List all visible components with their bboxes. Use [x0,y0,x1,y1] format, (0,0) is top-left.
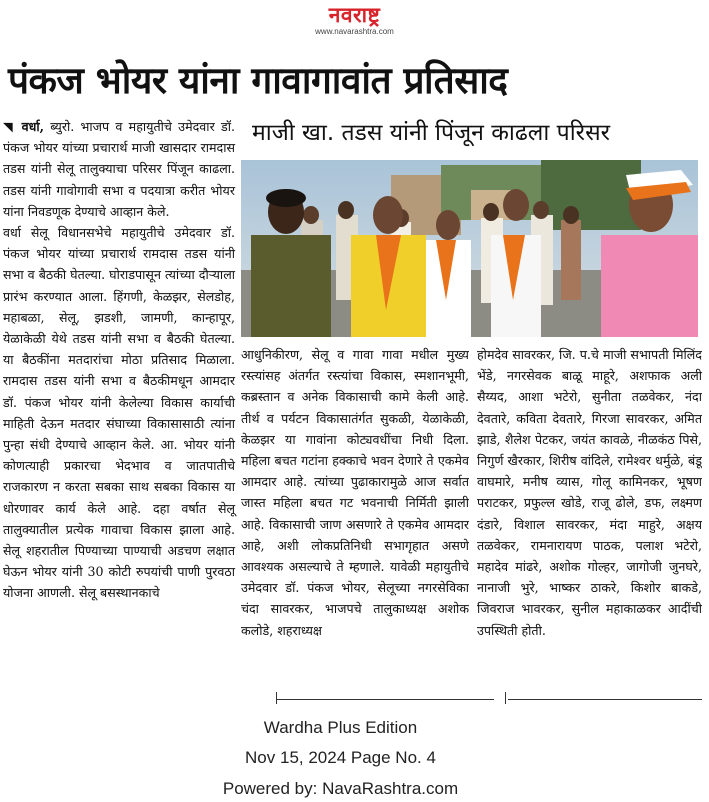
middle-paragraph: आधुनिकीरण, सेलू व गावा गावा मधील मुख्य रस्त्यांसह अंतर्गत रस्त्यांचा विकास, स्मशानभूमी, कब्रस्तान व अनेक विकासाची कामे केली आहे. तीर्थ व पर्यटन विकासातंर्गत सुकळी, येळाकेळी, केळझर या गावांना कोट्यवधींचा निधी दिला. महिला बचत गटांना हक्काचे भवन देणारे ते एकमेव आमदार आहे. त्यांच्या पुढाकारामुळे आज सर्वात जास्त महिला बचत गट भवनाची निर्मिती झाली आहे. विकासाची जाण असणारे ते एकमेव आमदार आहे, अशी लोकप्रतिनिधी सभागृहात असणे आवश्यक असल्याचे ते म्हणाले. यावेळी महायुतीचे उमेदवार डॉ. पंकज भोयर, सेलूच्या नगरसेविका चंदा सावरकर, भाजपचे तालुकाध्यक्ष अशोक कलोडे, शहराध्यक्ष [241,347,469,638]
article-column-left [0,116,237,698]
divider-mark [505,692,506,704]
date-page-label: Nov 15, 2024 Page No. 4 [245,748,436,767]
subheadline: माजी खा. तडस यांनी पिंजून काढला परिसर [252,120,611,146]
body-paragraph: वर्धा सेलू विधानसभेचे महायुतीचे उमेदवार डॉ. पंकज भोयर यांच्या प्रचारार्थ रामदास तडस यांनी सभा व बैठकी घेतल्या. घोराडपासून त्यांच्या दौऱ्याला प्रारंभ करण्यात आला. हिंगणी, केळझर, सेलडोह, महाबळा, सेलू, झडशी, जामणी, कान्हापूर, येळाकेळी येथे तडस यांनी सभा व बैठकी घेतल्या. या बैठकींना मतदारांचा मोठा प्रतिसाद मिळाला. रामदास तडस यांनी सभा व बैठकीमधून आमदार डॉ. पंकज भोयर यांनी केलेल्या विकास कार्याची माहिती देऊन मतदार संघाच्या विकासासाठी त्यांना पुन्हा संधी देण्याचे आव्हान केले. आ. भोयर यांनी कोणत्याही प्रकारचा भेदभाव व जातपातीचे राजकारण न करता सबका साथ सबका विकास या धोरणावर कार्य केले आहे. दहा वर्षात सेलू तालुक्यातील प्रत्येक गावाचा विकास झाला आहे. सेलू शहरातील पिण्याच्या पाण्याची अडचण लक्षात घेऊन भोयर यांनी 30 कोटी रुपयांची पाणी पुरवठा योजना आणली. सेलू बसस्थानकाचे [3,225,235,601]
intro-text: ब्युरो. भाजप व महायुतीचे उमेदवार डॉ. पंकज भोयर यांच्या प्रचारार्थ माजी खासदार रामदास तडस यांनी सेलू तालुक्याचा परिसर पिंजून काढला. तडस यांनी गावोगावी सभा व पदयात्रा करीत भोयर यांना निवडणूक देण्याचे आव्हान केले. [3,119,235,219]
edition-label: Wardha Plus Edition [263,718,418,737]
article-column-middle [241,344,469,698]
campaign-rally-photo [241,160,698,337]
navarashtra-logo[interactable]: नवराष्ट्र [328,3,381,27]
news-photo [241,160,698,337]
divider-line [276,699,494,700]
powered-by-label[interactable]: Powered by: NavaRashtra.com [222,779,459,798]
logo-url[interactable]: www.navarashtra.com [315,27,394,36]
divider-line [508,699,702,700]
divider-mark [276,692,277,704]
dateline: वर्धा, [21,119,45,134]
attendees-paragraph: होमदेव सावरकर, जि. प.चे माजी सभापती मिलिंद भेंडे, नगरसेवक बाळू माहूरे, अशफाक अली सैय्यद, आशा भटेरो, सुनीता तळवेकर, नंदा देवतारे, कविता देवतारे, गिरजा सावरकर, अमित झाडे, शैलेश पेटकर, जयंत कावळे, नीळकंठ पिसे, निगुर्ण खैरकार, शिरीष वांदिले, रामेश्वर धर्मुळे, बंडू वाघमारे, मनीष व्यास, गोलू कामिनकर, भूषण पराटकर, प्रफुल्ल खोडे, राजू ढोले, डफ, लक्ष्मण दंडारे, विशाल सावरकर, मंदा माहुरे, अक्षय तळवेकर, रामनारायण पाठक, पलाश भटेरो, महादेव मांढरे, अशोक गोल्हर, जागोजी जुनघरे, नानाजी भुरे, भाष्कर ठाकरे, किशोर बाकडे, जिवराज भावरकर, सुनील महाकाळकर आदींची उपस्थिती होती. [477,347,702,638]
masthead [0,4,709,36]
headline: पंकज भोयर यांना गावागावांत प्रतिसाद [8,59,508,102]
bullet-icon: ◥ [3,119,22,134]
intro-paragraph [0,116,237,222]
article-column-right [477,344,702,698]
